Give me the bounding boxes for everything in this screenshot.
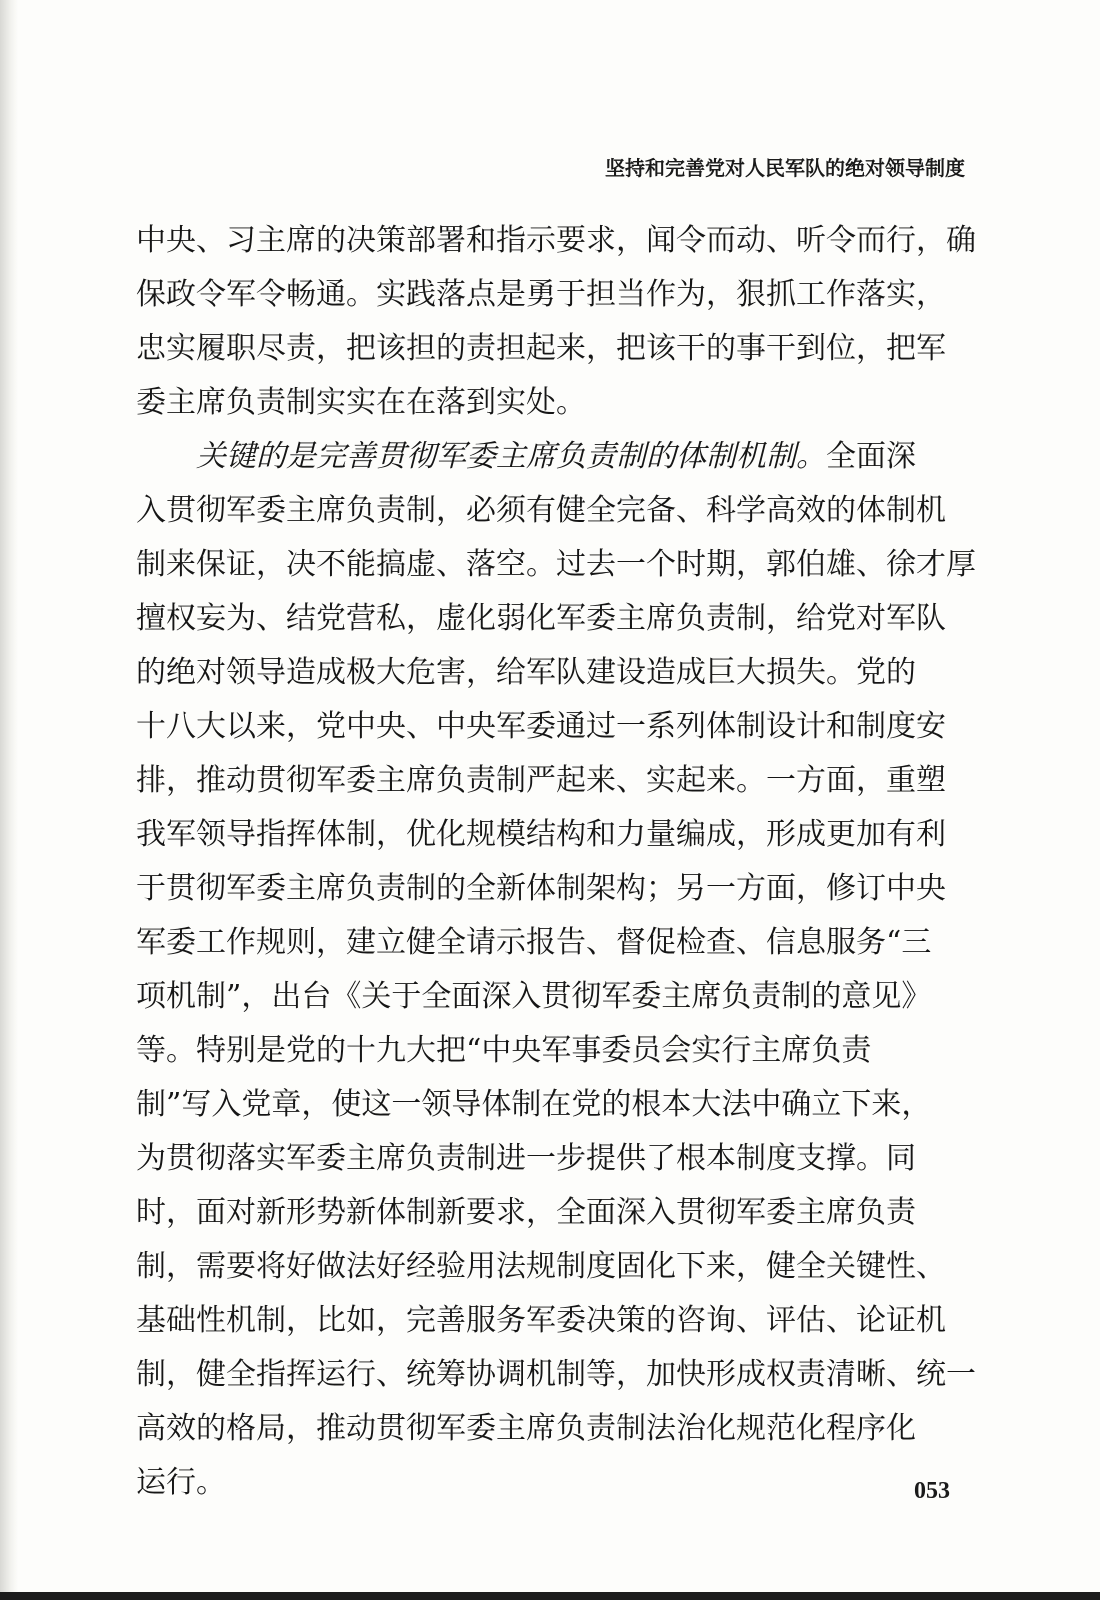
scan-shadow-left (0, 0, 18, 1600)
text-line: 入贯彻军委主席负责制，必须有健全完备、科学高效的体制机 (136, 493, 946, 528)
text-line: 于贯彻军委主席负责制的全新体制架构；另一方面，修订中央 (136, 871, 946, 906)
text-line: 中央、习主席的决策部署和指示要求，闻令而动、听令而行，确 (136, 223, 976, 258)
text-fragment: 全面深 (826, 439, 916, 474)
text-line: 高效的格局，推动贯彻军委主席负责制法治化规范化程序化 (136, 1411, 916, 1446)
running-header: 坚持和完善党对人民军队的绝对领导制度 (605, 156, 965, 180)
paragraph-lead-phrase: 关键的是完善贯彻军委主席负责制的体制机制。 (196, 439, 826, 474)
text-line: 制”写入党章，使这一领导体制在党的根本大法中确立下来， (136, 1087, 932, 1122)
text-line: 委主席负责制实实在在落到实处。 (136, 385, 586, 420)
text-line: 制，需要将好做法好经验用法规制度固化下来，健全关键性、 (136, 1249, 946, 1284)
scan-edge-bottom (0, 1592, 1100, 1600)
paragraph-2 (136, 430, 976, 1510)
text-line: 时，面对新形势新体制新要求，全面深入贯彻军委主席负责 (136, 1195, 916, 1230)
body-text (136, 214, 976, 1510)
header-rule (520, 186, 965, 187)
text-line: 项机制”，出台《关于全面深入贯彻军委主席负责制的意见》 (136, 979, 932, 1014)
page-number: 053 (914, 1478, 950, 1504)
text-line: 忠实履职尽责，把该担的责担起来，把该干的事干到位，把军 (136, 331, 946, 366)
text-line: 等。特别是党的十九大把“中央军事委员会实行主席负责 (136, 1033, 872, 1068)
paragraph-1 (136, 214, 976, 430)
text-line: 我军领导指挥体制，优化规模结构和力量编成，形成更加有利 (136, 817, 946, 852)
text-line: 军委工作规则，建立健全请示报告、督促检查、信息服务“三 (136, 925, 932, 960)
text-line-first (136, 430, 966, 484)
text-line: 排，推动贯彻军委主席负责制严起来、实起来。一方面，重塑 (136, 763, 946, 798)
text-line: 保政令军令畅通。实践落点是勇于担当作为，狠抓工作落实， (136, 277, 946, 312)
text-line: 运行。 (136, 1465, 226, 1500)
text-line: 制，健全指挥运行、统筹协调机制等，加快形成权责清晰、统一 (136, 1357, 976, 1392)
text-line: 基础性机制，比如，完善服务军委决策的咨询、评估、论证机 (136, 1303, 946, 1338)
text-line: 的绝对领导造成极大危害，给军队建设造成巨大损失。党的 (136, 655, 916, 690)
text-line: 为贯彻落实军委主席负责制进一步提供了根本制度支撑。同 (136, 1141, 916, 1176)
text-line: 十八大以来，党中央、中央军委通过一系列体制设计和制度安 (136, 709, 946, 744)
text-line: 制来保证，决不能搞虚、落空。过去一个时期，郭伯雄、徐才厚 (136, 547, 976, 582)
text-line: 擅权妄为、结党营私，虚化弱化军委主席负责制，给党对军队 (136, 601, 946, 636)
